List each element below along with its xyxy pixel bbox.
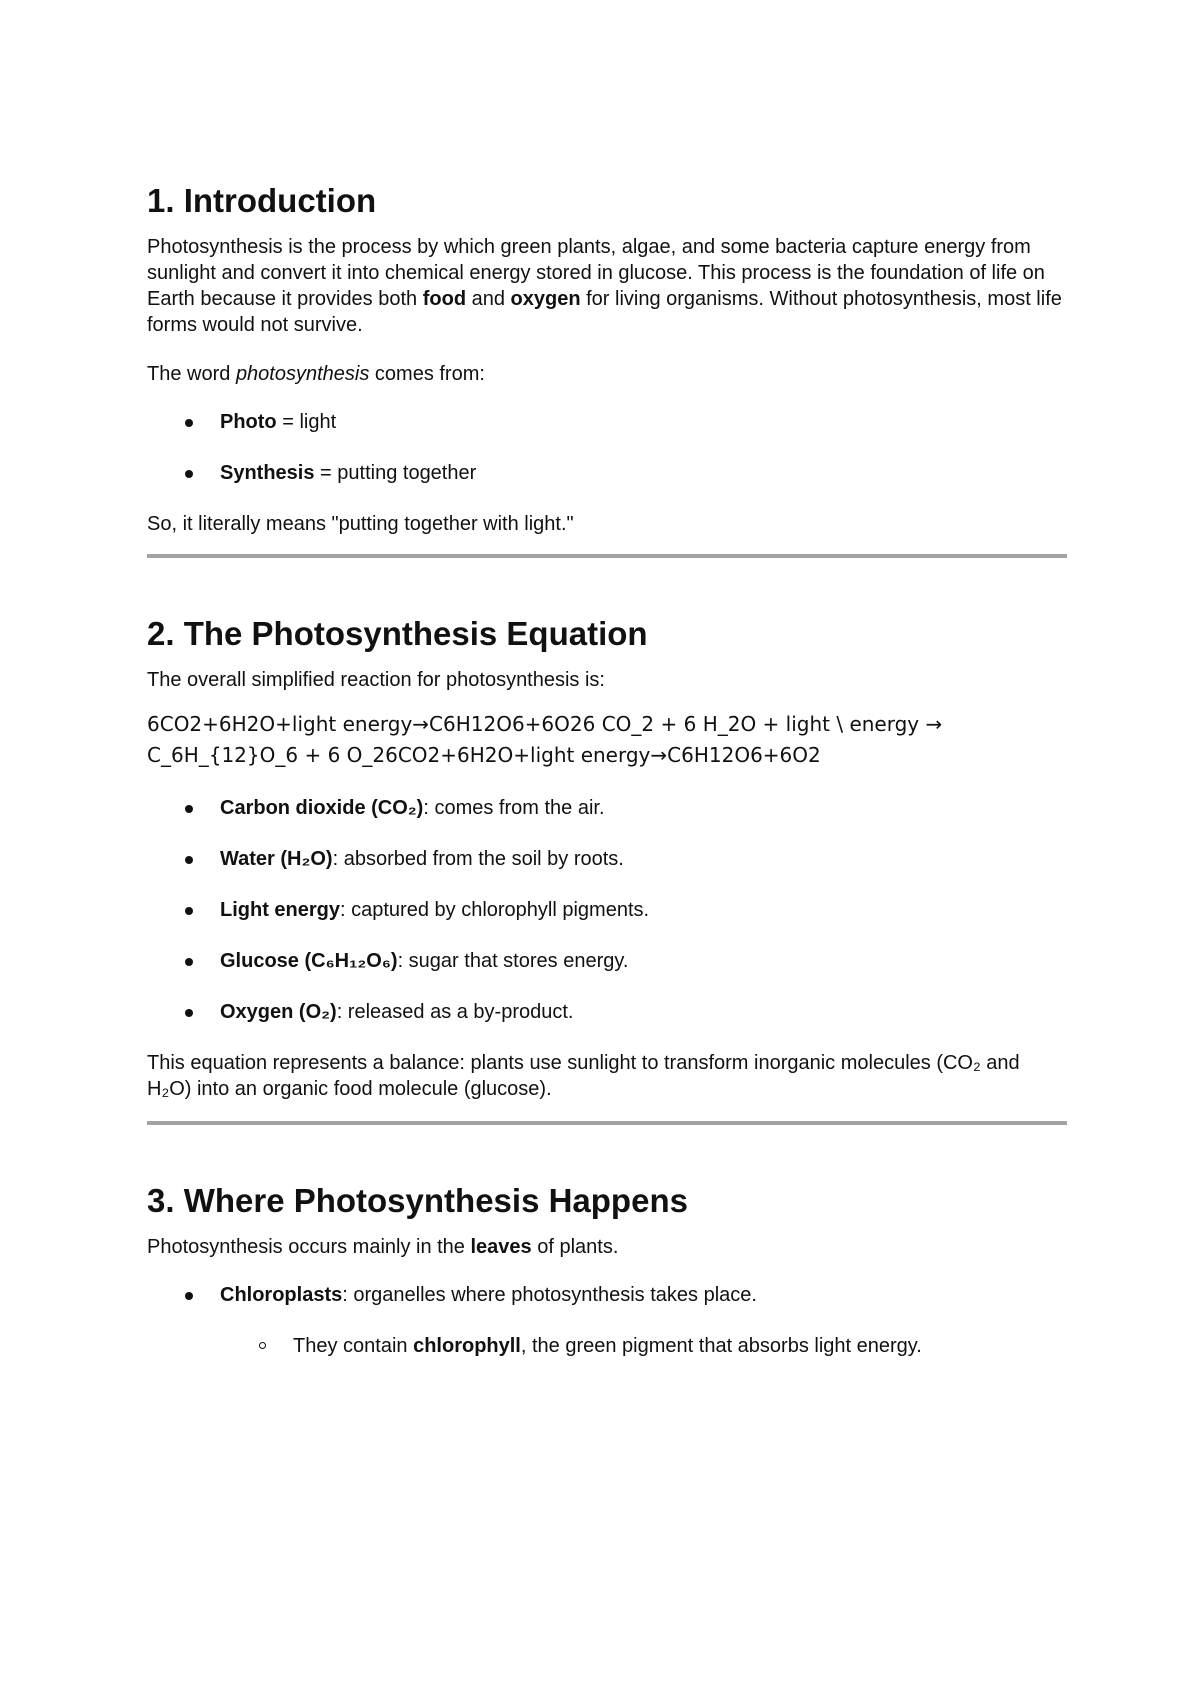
list-item-term: Water (H₂O) — [220, 848, 333, 870]
bold-term-leaves: leaves — [470, 1236, 532, 1258]
text-run: for living organisms. Without photosynthesis, most life forms would not survive. — [147, 288, 1062, 336]
list-item — [147, 1282, 1067, 1308]
list-item-term: Oxygen (O₂) — [220, 1001, 337, 1023]
list-item — [147, 999, 1067, 1025]
bullet-dot-icon — [185, 907, 193, 915]
list-item-text: : released as a by-product. — [336, 1001, 574, 1023]
text-run: They contain — [293, 1335, 414, 1357]
sub-list-item — [147, 1333, 1067, 1359]
meaning-paragraph: So, it literally means "putting together with light." — [147, 513, 574, 535]
equation-intro: The overall simplified reaction for photosynthesis is: — [147, 669, 605, 691]
section-heading: 1. Introduction — [147, 182, 377, 219]
equation-text: 6CO2+6H2O+light energy→C6H12O6+6O26 CO_2 + 6 H_2O + light \ energy → C_6H_{12}O_6 + 6 O_26CO2+6H2O+light energy→C6H12O6+6O2 — [147, 712, 943, 767]
list-item — [147, 897, 1067, 923]
section-heading: 3. Where Photosynthesis Happens — [147, 1182, 688, 1219]
horizontal-rule — [147, 1121, 1067, 1125]
bullet-list — [147, 409, 1067, 486]
bold-term-chlorophyll: chlorophyll — [413, 1335, 521, 1357]
hollow-bullet-icon — [259, 1342, 266, 1349]
list-item-term: Light energy — [220, 899, 341, 921]
location-intro — [147, 1234, 1067, 1260]
text-run: and — [466, 288, 511, 310]
text-run: comes from: — [369, 363, 485, 385]
intro-paragraph — [147, 234, 1067, 338]
list-item-term: Chloroplasts — [220, 1284, 343, 1306]
list-item — [147, 948, 1067, 974]
equation-closing-paragraph: This equation represents a balance: plants use sunlight to transform inorganic molecules (CO₂ and H₂O) into an organic food molecule (glucose). — [147, 1052, 1020, 1100]
list-item — [147, 409, 1067, 435]
list-item-text: = light — [276, 411, 337, 433]
section-equation — [147, 611, 1067, 1102]
list-item-term: Glucose (C₆H₁₂O₆) — [220, 950, 398, 972]
list-item-text: : sugar that stores energy. — [397, 950, 629, 972]
word-origin-paragraph — [147, 361, 1067, 387]
list-item-term: Synthesis — [220, 462, 315, 484]
horizontal-rule — [147, 554, 1067, 558]
text-run: , the green pigment that absorbs light energy. — [520, 1335, 922, 1357]
bullet-dot-icon — [185, 1292, 193, 1300]
bullet-list — [147, 1282, 1067, 1308]
bold-term-oxygen: oxygen — [510, 288, 581, 310]
document-page — [147, 178, 1067, 1359]
list-item — [147, 795, 1067, 821]
list-item-text: : organelles where photosynthesis takes place. — [342, 1284, 757, 1306]
bold-term-food: food — [422, 288, 467, 310]
italic-term: photosynthesis — [235, 363, 370, 385]
bullet-dot-icon — [185, 1009, 193, 1017]
section-heading: 2. The Photosynthesis Equation — [147, 615, 648, 652]
text-run: Photosynthesis occurs mainly in the — [147, 1236, 471, 1258]
list-item — [147, 846, 1067, 872]
section-introduction — [147, 178, 1067, 537]
list-item-term: Carbon dioxide (CO₂) — [220, 797, 424, 819]
bullet-dot-icon — [185, 419, 193, 427]
list-item — [147, 460, 1067, 486]
bullet-dot-icon — [185, 856, 193, 864]
bullet-list — [147, 795, 1067, 1025]
text-run: Photosynthesis is the process by which green plants, algae, and some bacteria capture energy from sunlight and convert it into chemical energy stored in glucose. This process is the foundation of life on Earth because it provides both — [147, 236, 1045, 310]
list-item-text: : captured by chlorophyll pigments. — [340, 899, 650, 921]
list-item-text: = putting together — [314, 462, 477, 484]
sub-bullet-list — [147, 1333, 1067, 1359]
text-run: of plants. — [531, 1236, 619, 1258]
list-item-text: : comes from the air. — [423, 797, 605, 819]
bullet-dot-icon — [185, 805, 193, 813]
list-item-text: : absorbed from the soil by roots. — [332, 848, 624, 870]
text-run: The word — [147, 363, 236, 385]
list-item-term: Photo — [220, 411, 277, 433]
bullet-dot-icon — [185, 958, 193, 966]
section-location — [147, 1178, 1067, 1359]
bullet-dot-icon — [185, 470, 193, 478]
